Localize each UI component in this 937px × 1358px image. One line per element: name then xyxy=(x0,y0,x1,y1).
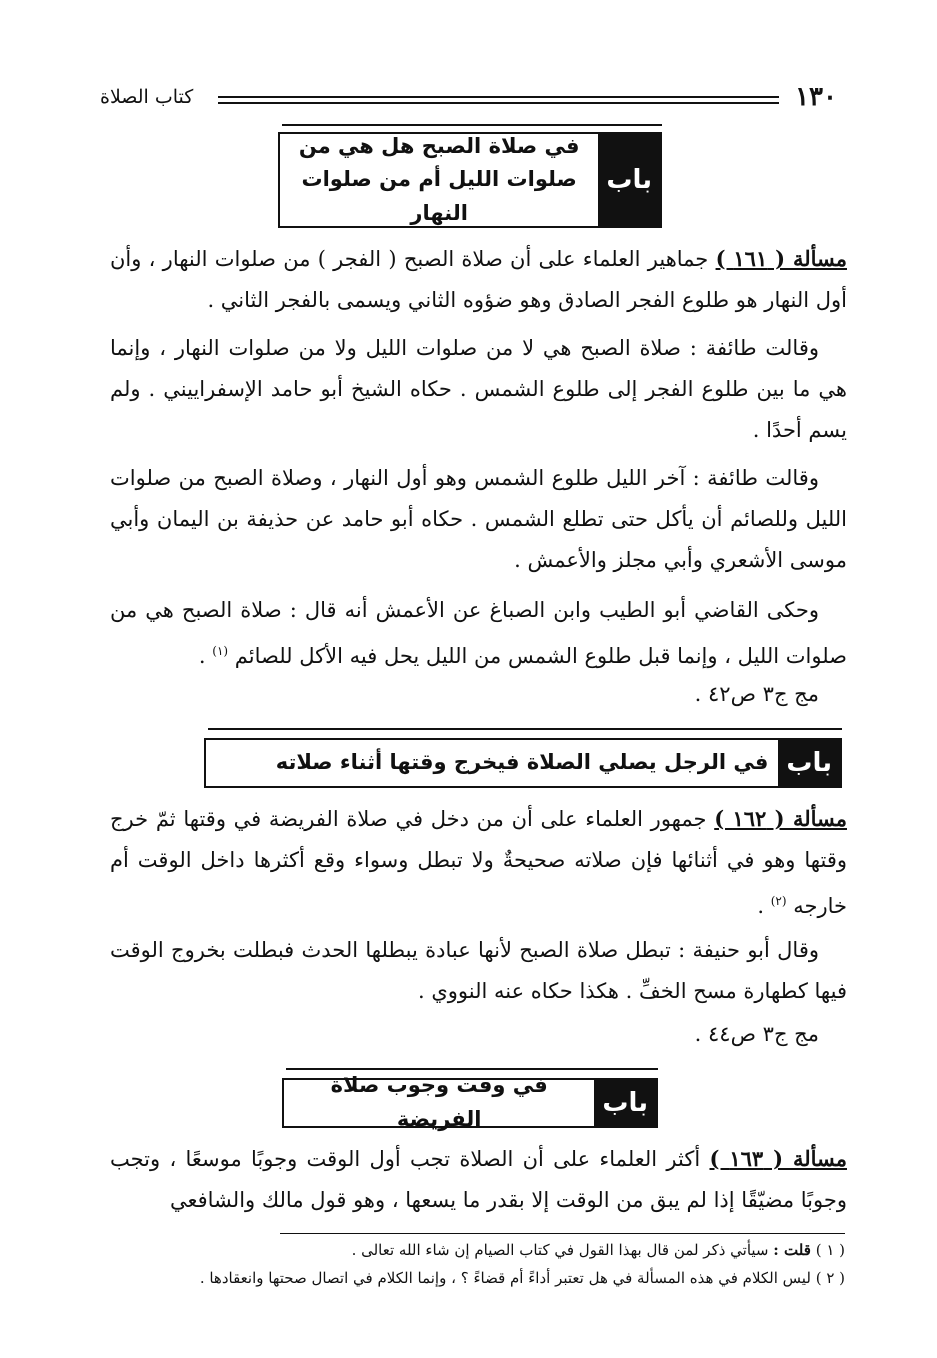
chapter-title-line: في صلاة الصبح هل هي من xyxy=(298,133,580,158)
chapter-title-line: في الرجل يصلي الصلاة فيخرج وقتها أثناء صلاته xyxy=(275,750,769,775)
issue-text: جمهور العلماء على أن من دخل في صلاة الفريضة في وقتها ثمّ خرج وقتها وهو في أثنائها فإن صلاته صحيحةٌ ولا تبطل وسواء وقع أكثرها داخل الوقت أم خارجه xyxy=(110,807,847,918)
paragraph: وقالت طائفة : صلاة الصبح هي لا من صلوات الليل ولا من صلوات النهار ، وإنما هي ما بين طلوع الفجر إلى طلوع الشمس . حكاه الشيخ أبو حامد الإسفراييني . ولم يسم أحدًا . xyxy=(110,336,847,442)
paragraph: وحكى القاضي أبو الطيب وابن الصباغ عن الأعمش أنه قال : صلاة الصبح هي من صلوات الليل ، وإنما قبل طلوع الشمس من الليل يحل فيه الأكل للصائم $^{(١)}$ . xyxy=(110,598,847,668)
footnote-text: سيأتي ذكر لمن قال بهذا القول في كتاب الصيام إن شاء الله تعالى . xyxy=(351,1241,769,1259)
chapter-title xyxy=(266,740,779,786)
footnote-lead: قلت : xyxy=(773,1241,811,1259)
reference-line: مج ج٣ ص٤٢ . xyxy=(694,682,819,706)
paragraph: وقال أبو حنيفة : تبطل صلاة الصبح لأنها عبادة يبطلها الحدث فبطلت بخروج الوقت فيها كطهارة مسح الخفِّ . هكذا حكاه عنه النووي . xyxy=(110,938,847,1003)
paragraph: وقالت طائفة : آخر الليل طلوع الشمس وهو أول النهار ، وصلاة الصبح من صلوات الليل وللصائم أن يأكل حتى تطلع الشمس . حكاه أبو حامد عن حذيفة بن اليمان وأبي موسى الأشعري وأبي مجلز والأعمش . xyxy=(110,466,847,572)
paragraph: مسألة ( ١٦٢ ) جمهور العلماء على أن من دخل في صلاة الفريضة في وقتها ثمّ خرج وقتها وهو في أثنائها فإن صلاته صحيحةٌ ولا تبطل وسواء وقع أكثرها داخل الوقت أم خارجه $^{(٢)}$ . xyxy=(110,806,847,918)
issue-text: أكثر العلماء على أن الصلاة تجب أول الوقت وجوبًا موسعًا ، وتجب وجوبًا مضيّقًا إذا لم يبق من الوقت إلا بقدر ما يسعها ، وهو قول مالك والشافعي xyxy=(110,1147,847,1212)
paragraph xyxy=(110,1138,847,1221)
page-header xyxy=(100,82,837,116)
reference-line: مج ج٣ ص٤٤ . xyxy=(694,1022,819,1046)
chapter-top-rule xyxy=(282,124,662,126)
chapter-tab: باب xyxy=(594,1080,656,1126)
chapter-top-rule xyxy=(208,728,842,730)
issue-label: مسألة ( ١٦٢ ) xyxy=(714,806,847,831)
chapter-heading xyxy=(204,738,842,788)
paragraph-text: وحكى القاضي أبو الطيب وابن الصباغ عن الأعمش أنه قال : صلاة الصبح هي من صلوات الليل ، وإنما قبل طلوع الشمس من الليل يحل فيه الأكل للصائم xyxy=(110,598,847,668)
footnote-rule xyxy=(280,1233,845,1234)
footnote-marker: (١) xyxy=(212,644,229,658)
chapter-title-line: في وقت وجوب صلاة الفريضة xyxy=(330,1073,548,1131)
issue-label: مسألة ( ١٦٣ ) xyxy=(709,1146,847,1171)
issue-label: مسألة ( ١٦١ ) xyxy=(715,246,847,271)
footnote-number: ( ٢ ) xyxy=(815,1269,845,1287)
footnote-number: ( ١ ) xyxy=(815,1241,845,1259)
footnote xyxy=(95,1266,845,1290)
footnote-text: ليس الكلام في هذه المسألة في هل تعتبر أداءً أم قضاءً ؟ ، وإنما الكلام في اتصال صحتها وانعقادها . xyxy=(199,1269,811,1287)
chapter-heading xyxy=(278,132,662,228)
footnote xyxy=(95,1238,845,1262)
chapter-heading xyxy=(282,1073,658,1131)
book-title: كتاب الصلاة xyxy=(100,86,194,108)
chapter-title-line: صلوات الليل أم من صلوات النهار xyxy=(301,167,577,225)
paragraph xyxy=(110,238,847,321)
header-rule xyxy=(218,96,779,104)
chapter-title xyxy=(280,134,598,226)
issue-text: جماهير العلماء على أن صلاة الصبح ( الفجر ) من صلوات النهار ، وأن أول النهار هو طلوع الفجر الصادق وهو ضؤوه الثاني ويسمى بالفجر الثاني . xyxy=(110,247,847,312)
chapter-title xyxy=(284,1073,594,1131)
page-number: ١٣٠ xyxy=(795,82,837,112)
chapter-tab: باب xyxy=(778,740,840,786)
footnote-marker: (٢) xyxy=(770,894,787,908)
chapter-tab: باب xyxy=(598,134,660,226)
